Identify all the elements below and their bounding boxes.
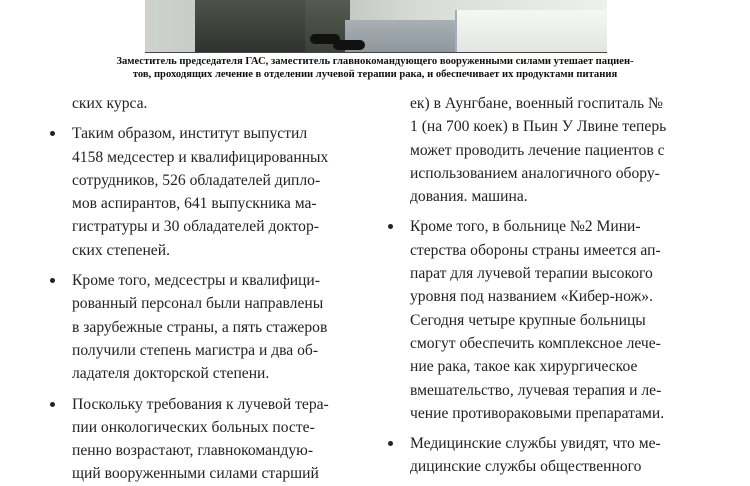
text-line: чение противораковыми препаратами. (410, 404, 665, 422)
text-line: смогут обеспечить комплексное лече- (410, 334, 661, 352)
bullet-paragraph (50, 269, 365, 385)
text-line: ладателя докторской степени. (72, 365, 270, 383)
text-line: щий вооруженными силами старший (72, 465, 319, 483)
text-line: ских степеней. (72, 241, 170, 259)
text-line: ние рака, такое как хирургическое (410, 358, 638, 376)
left-column (50, 92, 365, 486)
text-line: пии онкологических больных посте- (72, 418, 315, 436)
hospital-bed (455, 10, 607, 52)
text-line: использованием аналогичного обору- (410, 164, 660, 182)
text-line: пенно возрастают, главнокомандую- (72, 442, 314, 460)
text-line: в зарубежные страны, а пять стажеров (72, 318, 328, 336)
shoe (333, 40, 365, 50)
right-column (388, 92, 708, 479)
text-line: получили степень магистра и два об- (72, 341, 319, 359)
text-line: Кроме того, медсестры и квалифици- (72, 272, 320, 290)
person-figure (195, 0, 315, 52)
text-line: уровня под названием «Кибер-нож». (410, 288, 653, 306)
text-line: ек) в Аунгбане, военный госпиталь № (410, 95, 663, 112)
bullet-paragraph (388, 215, 708, 425)
text-line: гистратуры и 30 обладателей доктор- (72, 218, 319, 236)
text-line: стерства обороны страны имеется ап- (410, 241, 661, 259)
text-line: сотрудников, 526 обладателей дипло- (72, 171, 321, 189)
text-line: Сегодня четыре крупные больницы (410, 311, 646, 329)
text-line: может проводить лечение пациентов с (410, 141, 665, 159)
bullet-paragraph (388, 432, 708, 479)
text-line: Поскольку требования к лучевой тера- (72, 395, 329, 413)
text-line: парат для лучевой терапии высокого (410, 265, 653, 283)
text-line: дования. машина. (410, 188, 528, 206)
news-photo (145, 0, 607, 53)
text-line: 4158 медсестер и квалифицированных (72, 148, 329, 166)
text-line: вмешательство, лучевая терапия и ле- (410, 381, 662, 399)
text-line: рованный персонал были направлены (72, 295, 324, 313)
text-line: Кроме того, в больнице №2 Мини- (410, 218, 641, 236)
text-line: 1 (на 700 коек) в Пьин У Лвине теперь (410, 118, 667, 136)
bullet-paragraph (50, 122, 365, 262)
bullet-paragraph (50, 393, 365, 486)
text-line: ских курса. (72, 95, 148, 112)
caption-line: тов, проходящих лечение в отделении лучевой терапии рака, и обеспечивает их продуктами питания (132, 69, 618, 80)
text-line: Таким образом, институт выпустил (72, 125, 308, 143)
text-line: мов аспирантов, 641 выпускника ма- (72, 195, 317, 213)
caption-line: Заместитель председателя ГАС, заместитель главнокомандующего вооруженными силами утешает пациен- (116, 56, 634, 67)
text-line: Медицинские службы увидят, что ме- (410, 435, 661, 453)
bullet-icon (50, 402, 55, 407)
photo-caption (40, 55, 710, 81)
text-line: дицинские службы общественного (410, 458, 642, 476)
